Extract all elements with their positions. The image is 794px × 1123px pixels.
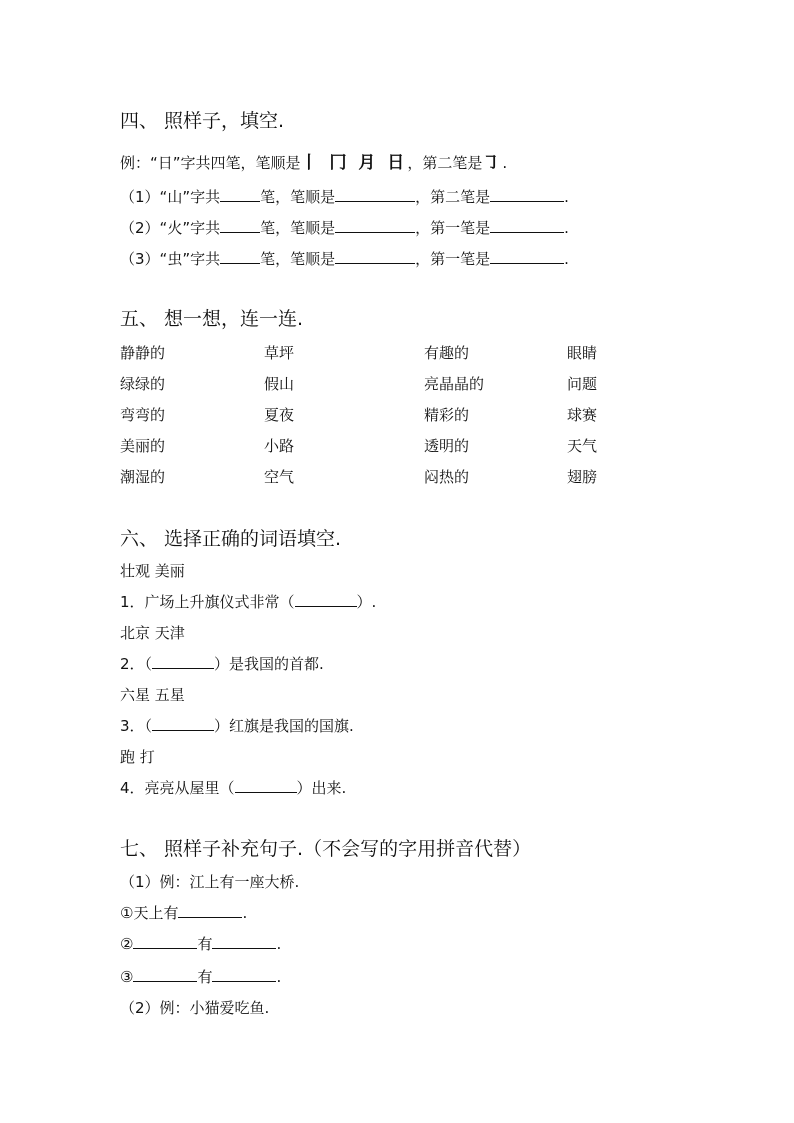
word-options: 六星 五星 [120, 686, 185, 704]
sentence-pre: ② [120, 935, 134, 953]
match-left-word[interactable]: 亮晶晶的 [424, 375, 485, 393]
sentence-post: ）出来. [296, 779, 347, 797]
answer-blank[interactable] [335, 186, 415, 202]
word-options: 北京 天津 [120, 624, 185, 642]
match-right-word[interactable]: 眼睛 [567, 344, 598, 362]
section-4-item [120, 248, 569, 269]
answer-blank[interactable] [490, 217, 564, 233]
match-left-word[interactable]: 有趣的 [424, 344, 470, 362]
fill-sentence [120, 715, 354, 736]
item-end: . [564, 219, 569, 237]
section-4-title: 四、 照样子，填空. [120, 110, 285, 132]
answer-blank[interactable] [295, 591, 357, 607]
sentence-mid: 有 [197, 968, 213, 986]
item-text-b: ，第二笔是 [415, 188, 491, 206]
answer-blank[interactable] [133, 966, 197, 982]
sentence-end: . [276, 968, 282, 986]
match-right-word[interactable]: 假山 [264, 375, 295, 393]
item-prefix: （1）“山”字共 [120, 188, 221, 206]
item-prefix: （3）“虫”字共 [120, 250, 221, 268]
item-end: . [564, 250, 569, 268]
sentence-mid: 有 [197, 935, 213, 953]
answer-blank[interactable] [235, 777, 297, 793]
section-7-title: 七、 照样子补充句子.（不会写的字用拼音代替） [120, 838, 532, 860]
answer-blank[interactable] [490, 186, 564, 202]
fill-sentence [120, 653, 324, 674]
item-text-b: ，第一笔是 [415, 250, 491, 268]
item-text-a: 笔，笔顺是 [260, 219, 336, 237]
item-text-a: 笔，笔顺是 [260, 250, 336, 268]
sentence-pre: 1．广场上升旗仪式非常（ [120, 593, 295, 611]
answer-blank[interactable] [335, 217, 415, 233]
fill-sentence [120, 966, 281, 987]
answer-blank[interactable] [212, 966, 276, 982]
match-right-word[interactable]: 翅膀 [567, 468, 598, 486]
match-right-word[interactable]: 小路 [264, 437, 295, 455]
section-4-item [120, 217, 569, 238]
match-left-word[interactable]: 精彩的 [424, 406, 470, 424]
example-sentence: （2）例：小猫爱吃鱼. [120, 999, 270, 1017]
match-left-word[interactable]: 弯弯的 [120, 406, 166, 424]
fill-sentence [120, 933, 281, 954]
sentence-pre: 3．（ [120, 717, 153, 735]
answer-blank[interactable] [220, 248, 260, 264]
match-left-word[interactable]: 闷热的 [424, 468, 470, 486]
sentence-end: . [276, 935, 282, 953]
item-end: . [564, 188, 569, 206]
sentence-pre: 4．亮亮从屋里（ [120, 779, 235, 797]
fill-sentence [120, 777, 346, 798]
second-stroke-glyph: ㇆ [482, 153, 503, 173]
word-options: 壮观 美丽 [120, 562, 185, 580]
section-5-title: 五、 想一想，连一连. [120, 308, 304, 330]
fill-sentence [120, 591, 376, 612]
sentence-pre: ③ [120, 968, 134, 986]
match-right-word[interactable]: 夏夜 [264, 406, 295, 424]
item-prefix: （2）“火”字共 [120, 219, 221, 237]
example-prefix: 例：“日”字共四笔，笔顺是 [120, 154, 301, 172]
sentence-end: . [242, 904, 248, 922]
item-text-b: ，第一笔是 [415, 219, 491, 237]
answer-blank[interactable] [335, 248, 415, 264]
answer-blank[interactable] [152, 653, 214, 669]
answer-blank[interactable] [490, 248, 564, 264]
match-left-word[interactable]: 绿绿的 [120, 375, 166, 393]
match-right-word[interactable]: 草坪 [264, 344, 295, 362]
match-right-word[interactable]: 空气 [264, 468, 295, 486]
section-4-example [120, 148, 507, 173]
stroke-order-glyphs: 丨 冂 月 日 [300, 153, 408, 173]
sentence-post: ）是我国的首都. [214, 655, 324, 673]
answer-blank[interactable] [133, 933, 197, 949]
fill-sentence [120, 902, 247, 923]
section-6-title: 六、 选择正确的词语填空. [120, 528, 342, 550]
sentence-post: ）. [356, 593, 377, 611]
match-right-word[interactable]: 问题 [567, 375, 598, 393]
match-right-word[interactable]: 天气 [567, 437, 598, 455]
answer-blank[interactable] [212, 933, 276, 949]
sentence-post: ）红旗是我国的国旗. [214, 717, 354, 735]
section-4-item [120, 186, 569, 207]
example-end: . [502, 154, 508, 172]
match-left-word[interactable]: 美丽的 [120, 437, 166, 455]
answer-blank[interactable] [220, 186, 260, 202]
example-mid: ，第二笔是 [407, 154, 483, 172]
match-left-word[interactable]: 透明的 [424, 437, 470, 455]
match-left-word[interactable]: 静静的 [120, 344, 166, 362]
answer-blank[interactable] [178, 902, 242, 918]
sentence-pre: ①天上有 [120, 904, 179, 922]
match-right-word[interactable]: 球赛 [567, 406, 598, 424]
match-left-word[interactable]: 潮湿的 [120, 468, 166, 486]
example-sentence: （1）例：江上有一座大桥. [120, 873, 300, 891]
item-text-a: 笔，笔顺是 [260, 188, 336, 206]
answer-blank[interactable] [152, 715, 214, 731]
sentence-pre: 2．（ [120, 655, 153, 673]
answer-blank[interactable] [220, 217, 260, 233]
word-options: 跑 打 [120, 748, 155, 766]
